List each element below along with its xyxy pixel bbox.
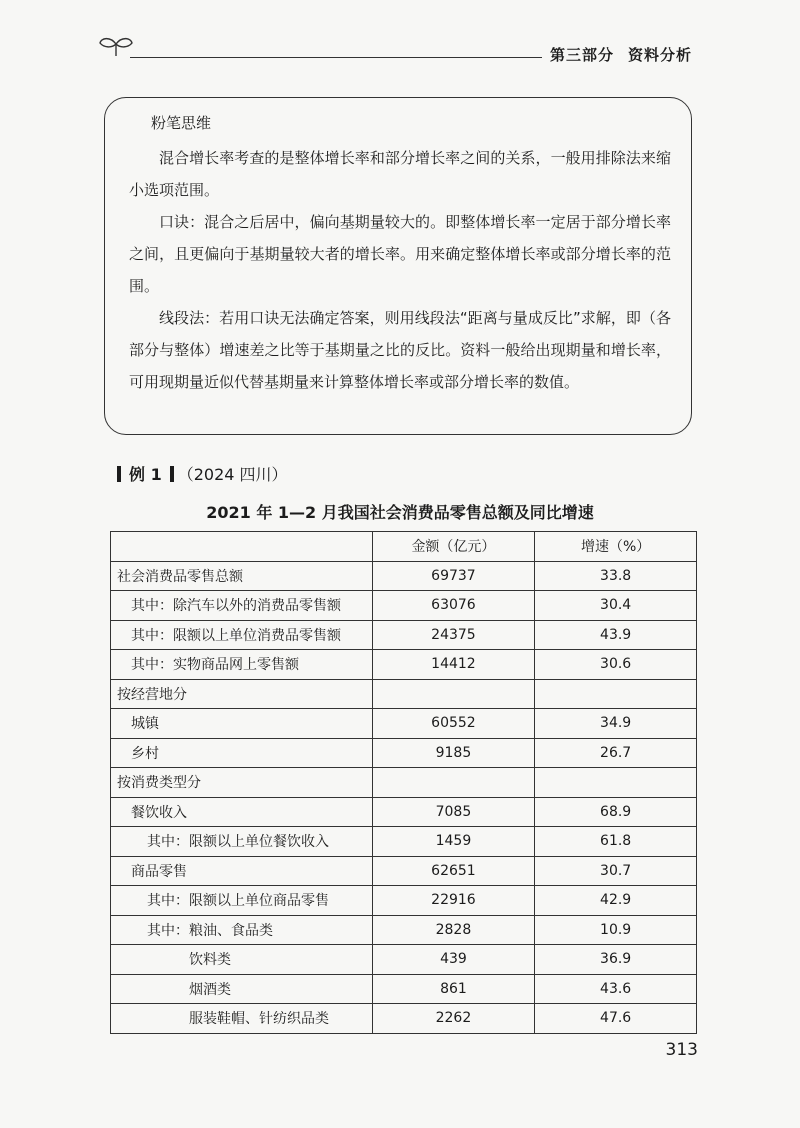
table-row (111, 709, 697, 739)
row-growth: 47.6 (535, 1004, 697, 1034)
row-amount: 2828 (372, 915, 535, 945)
row-label: 按消费类型分 (111, 768, 373, 798)
row-growth: 10.9 (535, 915, 697, 945)
row-growth: 33.8 (535, 561, 697, 591)
example-heading (117, 462, 288, 485)
table-row (111, 856, 697, 886)
row-growth (535, 768, 697, 798)
running-header (550, 44, 692, 65)
row-growth: 36.9 (535, 945, 697, 975)
table-row (111, 620, 697, 650)
table-row (111, 827, 697, 857)
tip-paragraph: 口诀：混合之后居中，偏向基期量较大的。即整体增长率一定居于部分增长率之间，且更偏向于基期量较大者的增长率。用来确定整体增长率或部分增长率的范围。 (129, 213, 671, 295)
row-label: 其中：粮油、食品类 (111, 915, 373, 945)
table-header-row (111, 532, 697, 562)
row-amount: 62651 (372, 856, 535, 886)
row-amount: 861 (372, 974, 535, 1004)
row-growth: 30.6 (535, 650, 697, 680)
row-amount: 22916 (372, 886, 535, 916)
row-label: 其中：限额以上单位餐饮收入 (111, 827, 373, 857)
table-row (111, 915, 697, 945)
row-label: 其中：除汽车以外的消费品零售额 (111, 591, 373, 621)
row-growth: 34.9 (535, 709, 697, 739)
row-label: 餐饮收入 (111, 797, 373, 827)
row-label: 其中：限额以上单位消费品零售额 (111, 620, 373, 650)
row-label: 烟酒类 (111, 974, 373, 1004)
row-growth: 30.4 (535, 591, 697, 621)
example-source: （2024 四川） (177, 465, 288, 484)
table-row (111, 974, 697, 1004)
row-growth: 61.8 (535, 827, 697, 857)
row-growth: 30.7 (535, 856, 697, 886)
row-label: 其中：限额以上单位商品零售 (111, 886, 373, 916)
row-growth: 68.9 (535, 797, 697, 827)
table-row (111, 768, 697, 798)
tip-paragraph: 混合增长率考查的是整体增长率和部分增长率之间的关系，一般用排除法来缩小选项范围。 (129, 149, 671, 199)
row-growth: 43.9 (535, 620, 697, 650)
row-growth: 26.7 (535, 738, 697, 768)
row-amount: 60552 (372, 709, 535, 739)
table-row (111, 1004, 697, 1034)
row-label: 服装鞋帽、针纺织品类 (111, 1004, 373, 1034)
table-row (111, 886, 697, 916)
row-amount: 1459 (372, 827, 535, 857)
row-label: 其中：实物商品网上零售额 (111, 650, 373, 680)
table-row (111, 591, 697, 621)
row-amount: 69737 (372, 561, 535, 591)
row-growth (535, 679, 697, 709)
row-amount: 7085 (372, 797, 535, 827)
row-label: 商品零售 (111, 856, 373, 886)
tip-paragraph: 线段法：若用口诀无法确定答案，则用线段法“距离与量成反比”求解，即（各部分与整体）增速差之比等于基期量之比的反比。资料一般给出现期量和增长率，可用现期量近似代替基期量来计算整体增长率或部分增长率的数值。 (129, 309, 671, 391)
table-row (111, 561, 697, 591)
header-section: 第三部分 (550, 46, 615, 64)
table-row (111, 738, 697, 768)
table-title: 2021 年 1—2 月我国社会消费品零售总额及同比增速 (206, 503, 594, 522)
row-growth: 43.6 (535, 974, 697, 1004)
row-amount: 439 (372, 945, 535, 975)
row-label: 乡村 (111, 738, 373, 768)
row-amount (372, 768, 535, 798)
row-label: 城镇 (111, 709, 373, 739)
example-label: 例 1 (129, 465, 162, 484)
header-cell-amount: 金额（亿元） (372, 532, 535, 562)
table-row (111, 679, 697, 709)
sprout-icon (96, 34, 136, 58)
row-label: 饮料类 (111, 945, 373, 975)
page-number: 313 (665, 1040, 698, 1060)
header-cell-label (111, 532, 373, 562)
row-amount: 14412 (372, 650, 535, 680)
tip-box (104, 97, 692, 435)
table-row (111, 797, 697, 827)
row-growth: 42.9 (535, 886, 697, 916)
data-table (110, 531, 697, 1034)
header-rule (130, 57, 542, 58)
example-bar-icon (170, 466, 174, 482)
tip-title: 粉笔思维 (151, 114, 212, 132)
row-label: 按经营地分 (111, 679, 373, 709)
table-row (111, 650, 697, 680)
header-title: 资料分析 (628, 46, 693, 64)
row-amount: 9185 (372, 738, 535, 768)
row-amount: 24375 (372, 620, 535, 650)
row-amount (372, 679, 535, 709)
row-amount: 2262 (372, 1004, 535, 1034)
row-label: 社会消费品零售总额 (111, 561, 373, 591)
example-bar-icon (117, 466, 121, 482)
header-cell-growth: 增速（%） (535, 532, 697, 562)
row-amount: 63076 (372, 591, 535, 621)
table-row (111, 945, 697, 975)
